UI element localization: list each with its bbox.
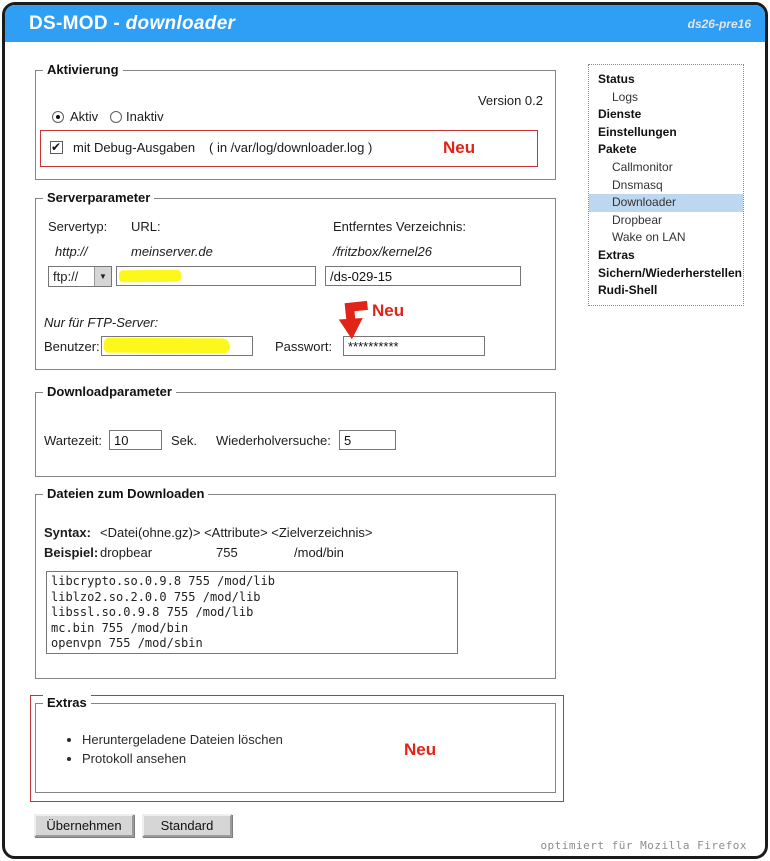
sidebar-item-wake-on-lan[interactable]: Wake on LAN: [612, 230, 686, 245]
wait-time-label: Wartezeit:: [44, 433, 103, 448]
active-radio[interactable]: [52, 111, 64, 123]
sidebar-item-downloader[interactable]: Downloader: [589, 194, 743, 212]
server-type-example: http://: [55, 244, 88, 259]
file-list-textarea[interactable]: [46, 571, 458, 654]
sidebar-item-sichern[interactable]: Sichern/Wiederherstellen: [598, 265, 742, 280]
extras-fieldset: [35, 695, 556, 793]
download-params-legend: Downloadparameter: [43, 384, 176, 399]
sidebar-item-extras[interactable]: Extras: [598, 247, 635, 262]
syntax-value: <Datei(ohne.gz)> <Attribute> <Zielverzeichnis>: [100, 525, 373, 540]
build-version-label: ds26-pre16: [687, 16, 751, 31]
download-files-fieldset: [35, 486, 556, 679]
remote-dir-label: Entferntes Verzeichnis:: [333, 219, 466, 234]
server-type-select[interactable]: [48, 266, 112, 287]
wait-time-input[interactable]: [109, 430, 162, 450]
example-label: Beispiel:: [44, 545, 99, 560]
page-title: DS-MOD - downloader: [29, 12, 236, 34]
red-arrow-annotation: [334, 300, 372, 341]
sidebar-item-einstellungen[interactable]: Einstellungen: [598, 124, 677, 139]
server-type-selected-value: ftp://: [53, 269, 79, 284]
browser-optimized-note: optimiert für Mozilla Firefox: [540, 839, 747, 852]
page-title-section: downloader: [125, 12, 236, 34]
debug-new-highlight-box: [40, 130, 538, 167]
user-label: Benutzer:: [44, 339, 100, 354]
server-params-fieldset: [35, 190, 556, 370]
user-input[interactable]: [101, 336, 253, 356]
apply-button[interactable]: Übernehmen: [34, 814, 134, 837]
password-input[interactable]: [343, 336, 485, 356]
retries-input[interactable]: [339, 430, 396, 450]
version-label: Version 0.2: [477, 93, 543, 108]
url-label: URL:: [131, 219, 161, 234]
password-label: Passwort:: [275, 339, 333, 354]
url-input[interactable]: [116, 266, 316, 286]
sidebar-item-callmonitor[interactable]: Callmonitor: [612, 159, 673, 174]
remote-dir-input[interactable]: [325, 266, 521, 286]
new-badge-extras: Neu: [404, 740, 437, 759]
activation-fieldset: [35, 62, 556, 180]
download-files-legend: Dateien zum Downloaden: [43, 486, 208, 501]
extras-legend: Extras: [43, 695, 91, 710]
debug-log-path-hint: ( in /var/log/downloader.log ): [209, 140, 373, 155]
sidebar-item-rudi-shell[interactable]: Rudi-Shell: [598, 283, 658, 298]
url-input-wrap: [116, 266, 316, 286]
inactive-radio[interactable]: [110, 111, 122, 123]
user-input-wrap: [101, 336, 253, 356]
extras-action-list: [64, 730, 283, 768]
download-params-fieldset: [35, 384, 556, 477]
default-button[interactable]: Standard: [142, 814, 232, 837]
url-example: meinserver.de: [131, 244, 213, 259]
retries-label: Wiederholversuche:: [216, 433, 331, 448]
syntax-label: Syntax:: [44, 525, 91, 540]
sidebar-item-dropbear[interactable]: Dropbear: [612, 212, 663, 227]
server-params-legend: Serverparameter: [43, 190, 154, 205]
title-bar: [5, 5, 765, 42]
example-dir: /mod/bin: [294, 545, 344, 560]
debug-checkbox-label: mit Debug-Ausgaben: [73, 140, 196, 155]
new-badge-debug: Neu: [443, 138, 476, 157]
activation-legend: Aktivierung: [43, 62, 123, 77]
app-window: [2, 2, 768, 859]
example-attr: 755: [216, 545, 238, 560]
inactive-radio-label: Inaktiv: [126, 109, 164, 124]
extras-link-view-log[interactable]: • Protokoll ansehen: [82, 749, 283, 768]
sidebar-item-status[interactable]: Status: [598, 72, 635, 86]
example-file: dropbear: [100, 545, 153, 560]
sidebar-item-logs[interactable]: Logs: [612, 89, 639, 104]
extras-link-delete-files[interactable]: • Heruntergeladene Dateien löschen: [82, 730, 283, 749]
active-radio-label: Aktiv: [70, 109, 99, 124]
remote-dir-example: /fritzbox/kernel26: [333, 244, 432, 259]
wait-time-unit: Sek.: [171, 433, 198, 448]
new-badge-password: Neu: [372, 301, 405, 320]
nav-menu: [588, 64, 744, 306]
ftp-only-note: Nur für FTP-Server:: [44, 315, 159, 330]
server-type-label: Servertyp:: [48, 219, 108, 234]
sidebar-item-dnsmasq[interactable]: Dnsmasq: [612, 177, 663, 192]
extras-new-highlight-box: [30, 695, 564, 802]
chevron-down-icon[interactable]: ▼: [94, 267, 111, 286]
sidebar-item-pakete[interactable]: Pakete: [598, 142, 637, 157]
sidebar-item-dienste[interactable]: Dienste: [598, 107, 642, 122]
debug-checkbox[interactable]: [50, 141, 63, 154]
